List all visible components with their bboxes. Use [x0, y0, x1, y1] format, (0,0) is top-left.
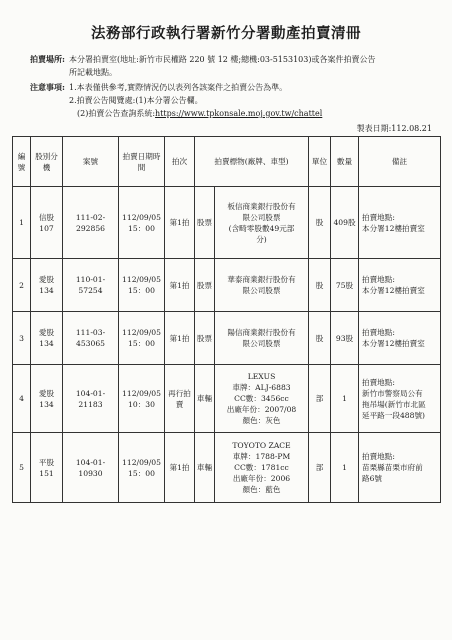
- header-case: 案號: [63, 137, 119, 187]
- table-row: 1 信股 107 111-02- 292856 112/09/05 15：00 第1拍 股票 板信商業銀行股份有 限公司股票 (含畸零股數49元部 分) 股 409股 拍賣地點: 本分署12樓拍賣室: [13, 187, 441, 259]
- header-unit: 單位: [309, 137, 331, 187]
- header-num: 編號: [13, 137, 31, 187]
- note-item-2: 2.拍賣公告閱覽處:(1)本分署公告欄。: [69, 96, 203, 105]
- notes-text: [69, 81, 322, 120]
- header-datetime: 拍賣日期時間: [119, 137, 165, 187]
- header-remark: 備註: [359, 137, 441, 187]
- table-header-row: [13, 137, 441, 187]
- page-title: 法務部行政執行署新竹分署動產拍賣清冊: [91, 25, 361, 42]
- auction-query-link[interactable]: https://www.tpkonsale.moj.gov.tw/chattel: [155, 109, 323, 118]
- location-label: 拍賣場所:: [30, 54, 65, 64]
- header-round: 拍次: [165, 137, 195, 187]
- auction-table: [12, 136, 441, 503]
- header-item: 拍賣標物(廠牌、車型): [195, 137, 309, 187]
- table-row: 3 愛股 134 111-03- 453065 112/09/05 15：00 第1拍 股票 陽信商業銀行股份有 限公司股票 股 93股 拍賣地點: 本分署12樓拍賣室: [13, 312, 441, 365]
- location-text: 本分署拍賣室(地址:新竹市民權路 220 號 12 樓;總機:03-5153103)或各案件拍賣公告 所記載地點。: [69, 55, 376, 77]
- table-row: 2 愛股 134 110-01- 57254 112/09/05 15：00 第1拍 股票 華泰商業銀行股份有 限公司股票 股 75股 拍賣地點: 本分署12樓拍賣室: [13, 259, 441, 312]
- table-row: 4 愛股 134 104-01- 21183 112/09/05 10：30 再行拍賣 車輛 LEXUS 車牌：ALJ-6883 CC數：3456cc 出廠年份：2007/08 顏色：灰色 部 1 拍賣地點: 新竹市警察局公有 拖吊場(新竹市北區 延平路一段488號): [13, 365, 441, 433]
- header-group: 股別分機: [31, 137, 63, 187]
- note-item-1: 1.本表僅供參考,實際情況仍以表列各該案件之拍賣公告為準。: [69, 83, 288, 92]
- table-row: 5 平股 151 104-01- 10930 112/09/05 15：00 第1拍 車輛 TOYOTO ZACE 車牌：1788-PM CC數：1781cc 出廠年份：2006 顏色：藍色 部 1 拍賣地點: 苗栗縣苗栗市府前 路6號: [13, 433, 441, 503]
- notes-label: 注意事項:: [30, 82, 65, 92]
- made-date: 製表日期:112.08.21: [356, 124, 432, 133]
- note-item-3: (2)拍賣公告查詢系統:https://www.tpkonsale.moj.gov.tw/chattel: [77, 109, 323, 118]
- header-qty: 數量: [331, 137, 359, 187]
